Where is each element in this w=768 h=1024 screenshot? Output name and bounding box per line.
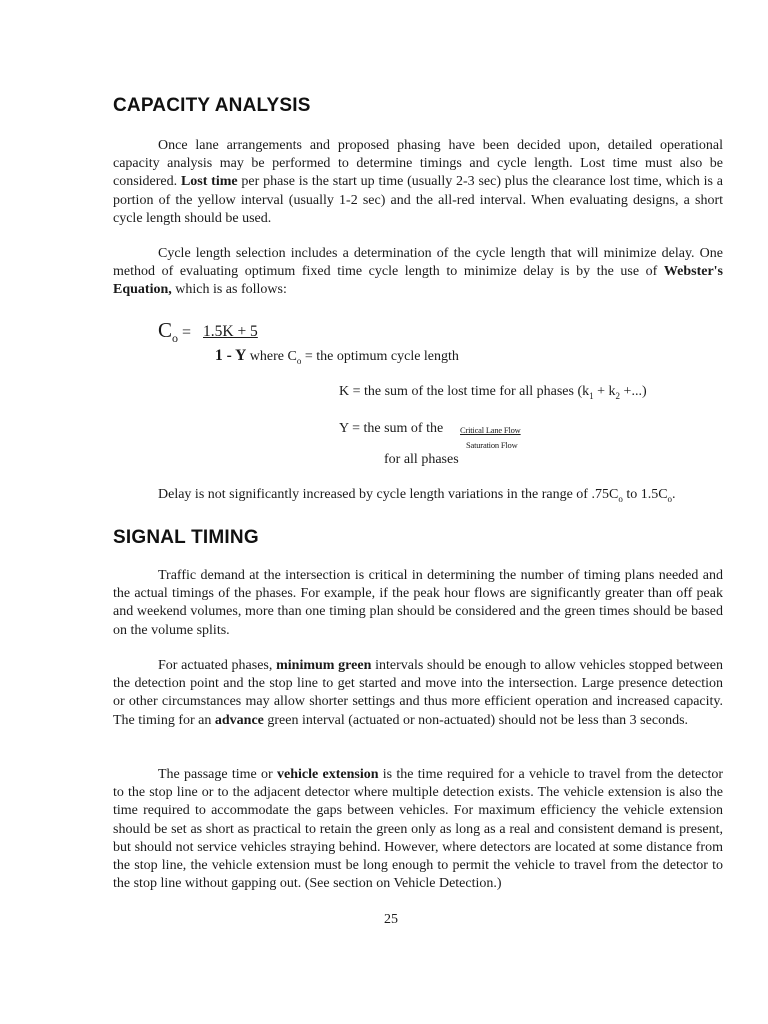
- y-fraction-numerator: Critical Lane Flow: [460, 425, 521, 435]
- advance-term: advance: [214, 712, 264, 728]
- signal-paragraph-3: The passage time or vehicle extension is the time required for a vehicle to travel from the detector to the stop line or to the adjacent detector where multiple detection exists. The vehicle extension is also the time required to accommodate the gaps between vehicles. For maximum efficiency the vehicle extension should be set as short as practical to retain the green only as long as a real and consistent demand is present, but should not service vehicles straying behind. However, where detectors are located at some distance from the stop line, the vehicle extension must be long enough to permit the vehicle to travel from the detector to the stop line without gapping out. (See section on Vehicle Detection.): [113, 767, 723, 892]
- capacity-paragraph-1: Once lane arrangements and proposed phasing have been decided upon, detailed operational capacity analysis may be performed to determine timings and cycle length. Lost time must also be considered. Lost time per phase is the start up time (usually 2-3 sec) plus the clearance lost time, which is a portion of the yellow interval (usually 1-2 sec) and the all-red interval. When evaluating designs, a short cycle length should be used.: [113, 138, 723, 226]
- capacity-analysis-heading: CAPACITY ANALYSIS: [113, 95, 311, 116]
- equation-denominator-line: 1 - Y where $C_o$ = the optimum cycle length: [215, 347, 459, 366]
- page-number: 25: [384, 912, 398, 927]
- minimum-green-term: minimum green: [276, 658, 372, 673]
- y-definition: Y = the sum of the: [339, 421, 444, 436]
- equation-lhs: $C_o$ =: [158, 318, 192, 346]
- lost-time-term: Lost time: [180, 174, 238, 190]
- y-fraction-denominator: Saturation Flow: [466, 440, 518, 450]
- websters-equation-term: Webster's Equation,: [113, 264, 723, 298]
- equation-numerator: 1.5K + 5: [203, 323, 258, 340]
- signal-paragraph-1: Traffic demand at the intersection is critical in determining the number of timing plans needed and the actual timings of the phases. For example, if the peak hour flows are significantly greater than off peak and weekend volumes, more than one timing plan should be considered and the green times should be based on the volume splits.: [113, 568, 723, 638]
- for-all-phases: for all phases: [384, 452, 459, 467]
- signal-timing-heading: SIGNAL TIMING: [113, 527, 259, 548]
- capacity-paragraph-2: Cycle length selection includes a determination of the cycle length that will minimize delay. One method of evaluating optimum fixed time cycle length to minimize delay is by the use of Webster's Equation, which is as follows:: [113, 246, 723, 298]
- capacity-paragraph-3: Delay is not significantly increased by cycle length variations in the range of $.75C_o$ to $1.5C_o$.: [158, 487, 676, 504]
- signal-paragraph-2: For actuated phases, minimum green intervals should be enough to allow vehicles stopped between the detection point and the stop line to get started and move into the intersection. Large presence detection or other circumstances may allow shorter settings and thus more efficient operation and increased capacity. The timing for an advance green interval (actuated or non-actuated) should not be less than 3 seconds.: [113, 658, 723, 728]
- k-definition: K = the sum of the lost time for all phases ($k_1 + k_2$ +...): [339, 384, 647, 401]
- vehicle-extension-term: vehicle extension: [277, 767, 379, 782]
